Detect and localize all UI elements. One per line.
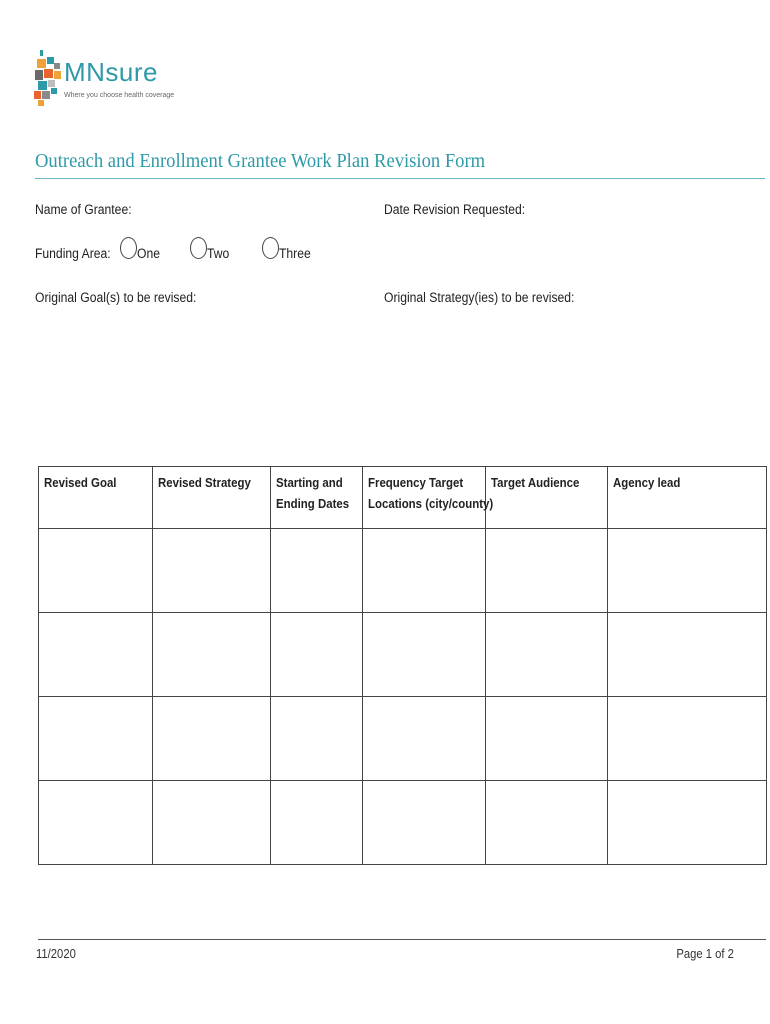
table-cell[interactable]	[363, 529, 486, 613]
table-cell[interactable]	[153, 697, 271, 781]
funding-option-one-label: One	[137, 246, 160, 261]
table-cell[interactable]	[608, 781, 767, 865]
table-cell[interactable]	[363, 697, 486, 781]
table-cell[interactable]	[271, 781, 363, 865]
funding-option-three[interactable]	[262, 236, 342, 260]
revision-table	[38, 466, 767, 865]
footer-page-number: Page 1 of 2	[676, 947, 734, 961]
radio-one[interactable]	[120, 237, 137, 259]
funding-area-label: Funding Area:	[35, 246, 111, 261]
table-cell[interactable]	[608, 697, 767, 781]
logo-wordmark: MNsure	[64, 57, 159, 87]
funding-option-two-label: Two	[207, 246, 230, 261]
table-cell[interactable]	[271, 613, 363, 697]
table-cell[interactable]	[608, 613, 767, 697]
table-cell[interactable]	[486, 781, 608, 865]
table-cell[interactable]	[363, 781, 486, 865]
table-cell[interactable]	[486, 529, 608, 613]
table-cell[interactable]	[153, 613, 271, 697]
header-revised-strategy: Revised Strategy	[153, 467, 271, 529]
table-row	[39, 613, 767, 697]
footer-date: 11/2020	[36, 947, 76, 961]
table-cell[interactable]	[39, 613, 153, 697]
logo-tagline: Where you choose health coverage	[64, 92, 175, 99]
radio-three[interactable]	[262, 237, 279, 259]
table-cell[interactable]	[271, 697, 363, 781]
header-target-audience: Target Audience	[486, 467, 608, 529]
table-cell[interactable]	[363, 613, 486, 697]
table-cell[interactable]	[153, 781, 271, 865]
table-cell[interactable]	[39, 781, 153, 865]
table-cell[interactable]	[39, 697, 153, 781]
header-dates: Starting and Ending Dates	[271, 467, 363, 529]
funding-option-one[interactable]	[120, 236, 190, 260]
grantee-name-label: Name of Grantee:	[35, 202, 132, 217]
mnsure-logo-mark-icon	[34, 50, 64, 112]
table-cell[interactable]	[39, 529, 153, 613]
table-row	[39, 697, 767, 781]
table-cell[interactable]	[608, 529, 767, 613]
mnsure-logo	[34, 50, 184, 112]
table-cell[interactable]	[271, 529, 363, 613]
date-revision-label: Date Revision Requested:	[384, 202, 526, 217]
table-header-row	[39, 467, 767, 529]
table-cell[interactable]	[486, 697, 608, 781]
table-cell[interactable]	[153, 529, 271, 613]
header-revised-goal: Revised Goal	[39, 467, 153, 529]
footer-divider	[38, 939, 766, 940]
funding-option-two[interactable]	[190, 236, 260, 260]
table-row	[39, 529, 767, 613]
table-row	[39, 781, 767, 865]
form-title: Outreach and Enrollment Grantee Work Plan Revision Form	[35, 150, 486, 172]
original-strategies-label: Original Strategy(ies) to be revised:	[384, 290, 575, 305]
header-agency-lead: Agency lead	[608, 467, 767, 529]
table-cell[interactable]	[486, 613, 608, 697]
header-frequency-locations: Frequency Target Locations (city/county)	[363, 467, 486, 529]
original-goals-label: Original Goal(s) to be revised:	[35, 290, 197, 305]
radio-two[interactable]	[190, 237, 207, 259]
title-divider	[35, 178, 765, 179]
funding-option-three-label: Three	[279, 246, 311, 261]
